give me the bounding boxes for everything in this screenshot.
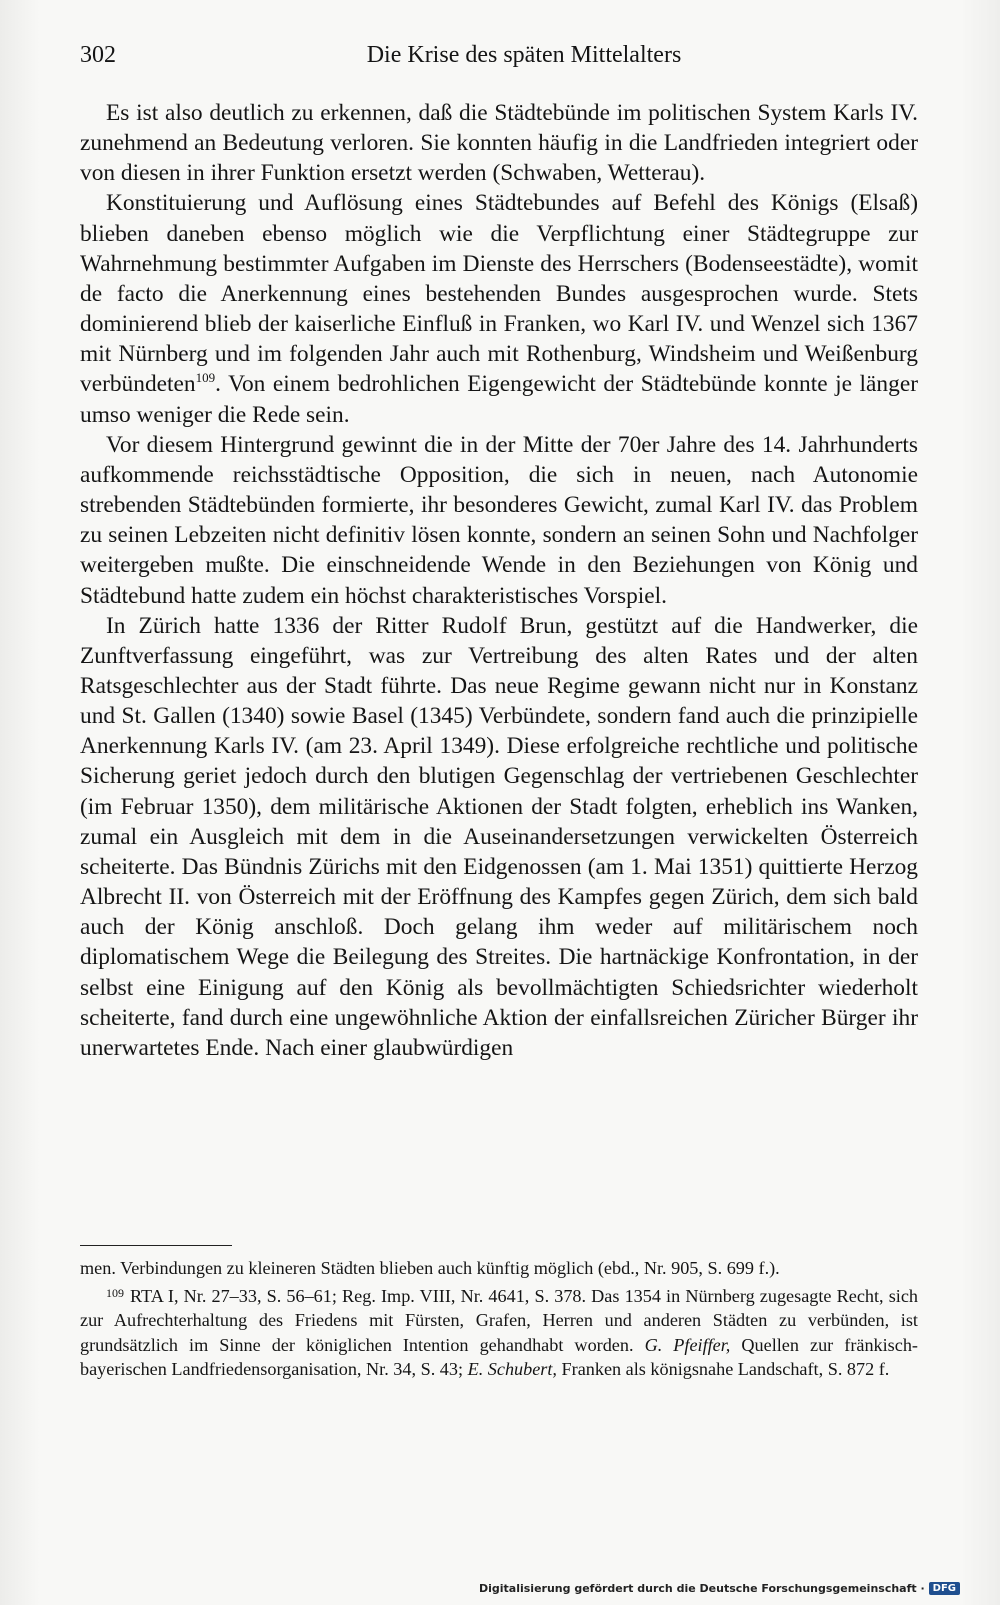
footnote-109	[80, 1281, 918, 1382]
paragraph-2-text-a: Konstituierung und Auflösung eines Städtebundes auf Befehl des Königs (Elsaß) blieben daneben ebenso möglich wie die Verpflichtung einer Städtegruppe zur Wahrnehmung bestimmter Aufgaben im Dienste des Herrschers (Bodenseestädte), womit de facto die Anerkennung eines bestehenden Bundes ausgesprochen wurde. Stets dominierend blieb der kaiserliche Einfluß in Franken, wo Karl IV. und Wenzel sich 1367 mit Nürnberg und im folgenden Jahr auch mit Rothenburg, Windsheim und Weißenburg verbündeten	[80, 190, 918, 398]
footnote-separator	[80, 1245, 232, 1246]
running-head: Die Krise des späten Mittelalters	[366, 42, 682, 68]
page-header	[80, 36, 918, 76]
digitization-credit	[479, 1582, 960, 1596]
footnote-109-author-schubert: E. Schubert,	[467, 1359, 557, 1380]
page-number: 302	[80, 42, 116, 68]
footnote-reference-109[interactable]: 109	[195, 370, 216, 386]
footnote-109-marker: 109	[106, 1285, 124, 1300]
dfg-logo-icon: DFG	[929, 1582, 960, 1595]
paragraph-2	[80, 188, 918, 429]
paragraph-3: Vor diesem Hintergrund gewinnt die in der Mitte der 70er Jahre des 14. Jahrhunderts aufkommende reichsstädtische Opposition, die sich in neuen, nach Autonomie strebenden Städtebünden formierte, ihr besonderes Gewicht, zumal Karl IV. das Problem zu seinen Lebzeiten nicht definitiv lösen konnte, sondern an seinen Sohn und Nachfolger weitergeben mußte. Die einschneidende Wende in den Beziehungen von König und Städtebund hatte zudem ein höchst charakteristisches Vorspiel.	[80, 431, 918, 609]
footnote-109-text-c: Franken als königsnahe Landschaft, S. 872 f.	[556, 1359, 890, 1380]
footnote-109-author-pfeiffer: G. Pfeiffer,	[644, 1334, 731, 1355]
footnote-109-text-a: RTA I, Nr. 27–33, S. 56–61; Reg. Imp. VIII, Nr. 4641, S. 378. Das 1354 in Nürnberg zugesagte Recht, sich zur Aufrechterhaltung des Friedens mit Fürsten, Grafen, Herren und anderen Städten zu verbünden, ist grundsätzlich im Sinne der königlichen Intention gehandhabt worden.	[80, 1285, 918, 1355]
paragraph-1: Es ist also deutlich zu erkennen, daß die Städtebünde im politischen System Karls IV. zunehmend an Bedeutung verloren. Sie konnten häufig in die Landfrieden integriert oder von diesen in ihrer Funktion ersetzt werden (Schwaben, Wetterau).	[80, 100, 918, 187]
footnote-continued: men. Verbindungen zu kleineren Städten blieben auch künftig möglich (ebd., Nr. 905, S. 699 f.).	[80, 1258, 780, 1278]
footnote-109-text-b: Quellen zur fränkisch-bayerischen Landfriedensorganisation, Nr. 34, S. 43;	[80, 1334, 918, 1380]
paragraph-4: In Zürich hatte 1336 der Ritter Rudolf Brun, gestützt auf die Handwerker, die Zunftverfassung eingeführt, was zur Vertreibung des alten Rates und der alten Ratsgeschlechter aus der Stadt führte. Das neue Regime gewann nicht nur in Konstanz und St. Gallen (1340) sowie Basel (1345) Verbündete, sondern fand auch die prinzipielle Anerkennung Karls IV. (am 23. April 1349). Diese erfolgreiche rechtliche und politische Sicherung geriet jedoch durch den blutigen Gegenschlag der vertriebenen Geschlechter (im Februar 1350), dem militärische Aktionen der Stadt folgten, erheblich ins Wanken, zumal ein Ausgleich mit dem in die Auseinandersetzungen verwickelten Österreich scheiterte. Das Bündnis Zürichs mit den Eidgenossen (am 1. Mai 1351) quittierte Herzog Albrecht II. von Österreich mit der Eröffnung des Kampfes gegen Zürich, dem sich bald auch der König anschloß. Doch gelang ihm weder auf militärischem noch diplomatischem Wege die Beilegung des Streites. Die hartnäckige Konfrontation, in der selbst eine Einigung auf den König als bevollmächtigten Schiedsrichter wiederholt scheiterte, fand durch eine ungewöhnliche Aktion der einfallsreichen Züricher Bürger ihr unerwartetes Ende. Nach einer glaubwürdigen	[80, 612, 918, 1061]
footnotes	[80, 1256, 918, 1382]
credit-text: Digitalisierung gefördert durch die Deutsche Forschungsgemeinschaft ·	[478, 1581, 925, 1595]
main-text	[80, 98, 918, 1063]
paragraph-2-text-b: . Von einem bedrohlichen Eigengewicht der Städtebünde konnte je länger umso weniger die Rede sein.	[80, 371, 918, 428]
